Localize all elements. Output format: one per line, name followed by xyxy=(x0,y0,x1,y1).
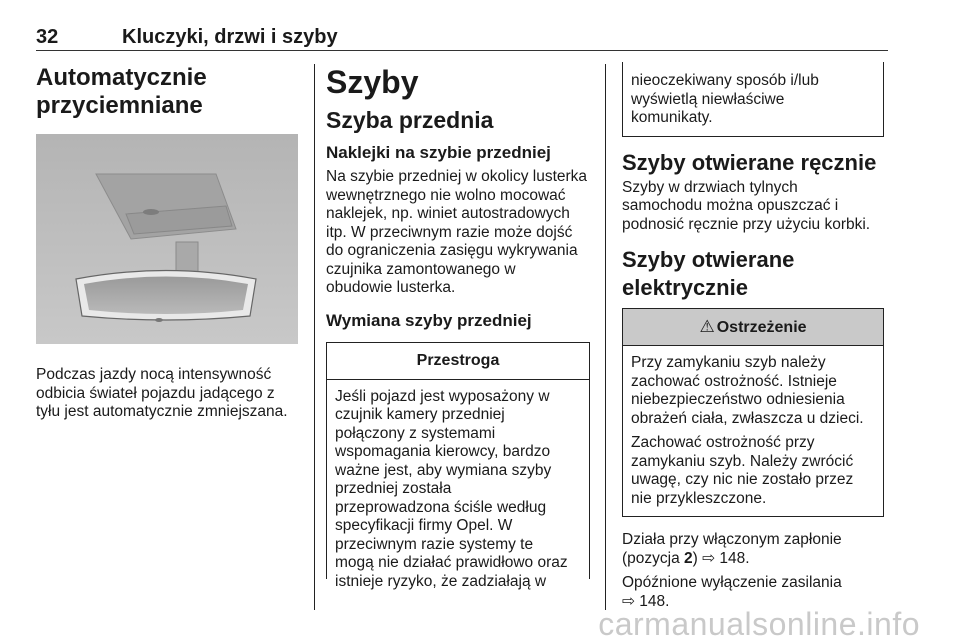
header-divider xyxy=(36,50,888,51)
column-3 xyxy=(622,64,888,611)
ignition-text: Działa przy włączonym zapłonie (pozycja 2) ⇨ 148. xyxy=(622,531,842,567)
chapter-title: Kluczyki, drzwi i szyby xyxy=(122,26,338,48)
windscreen-heading: Szyba przednia xyxy=(326,107,494,133)
column-divider-1 xyxy=(314,64,315,610)
chapter-section-windows: Szyby xyxy=(326,64,419,100)
warning-box xyxy=(622,308,884,517)
page-header xyxy=(36,24,888,52)
watermark: carmanualsonline.info xyxy=(598,606,920,642)
section-title-dimming: Automatycznie przyciemniane xyxy=(36,64,207,119)
page-number: 32 xyxy=(36,26,59,48)
manual-windows-text: Szyby w drzwiach tylnych samochodu można opuszczać i podnosić ręcznie przy użyciu korbki. xyxy=(622,178,871,233)
warning-title: Ostrzeżenie xyxy=(716,319,807,336)
warning-text: Przy zamykaniu szyb należy zachować ostrożność. Istnieje niebezpieczeństwo odniesienia obrażeń ciała, zwłaszcza u dzieci. Zachować ostrożność przy zamykaniu szyb. Należy zwrócić uwagę, czy nic nie zostało przez nie przykleszczone. xyxy=(631,354,864,507)
page-reference-icon[interactable]: ⇨ xyxy=(622,592,635,610)
windscreen-replacement-heading: Wymiana szyby przedniej xyxy=(326,310,532,330)
caution-box-continued xyxy=(622,62,884,137)
manual-windows-heading: Szyby otwierane ręcznie xyxy=(622,149,877,175)
electric-windows-heading: Szyby otwierane elektrycznie xyxy=(622,247,795,300)
caution-continued-text: nieoczekiwany sposób i/lub wyświetlą niewłaściwe komunikaty. xyxy=(631,72,819,126)
windscreen-stickers-text: Na szybie przedniej w okolicy lusterka wewnętrznego nie wolno mocować naklejek, np. winiet autostradowych itp. W przeciwnym razie może dojść do ograniczenia zasięgu wykrywania czujnika zamontowanego w obudowie lusterka. xyxy=(326,168,588,296)
caution-box xyxy=(326,342,590,590)
column-divider-2 xyxy=(605,64,606,610)
warning-title-bar xyxy=(623,309,883,346)
windscreen-stickers-heading: Naklejki na szybie przedniej xyxy=(326,143,551,162)
caution-text: Jeśli pojazd jest wyposażony w czujnik kamery przedniej połączony z systemami wspomagania kierowcy, bardzo ważne jest, aby wymiana szyby przedniej została przeprowadzona ściśle według specyfikacji firmy Opel. W przeciwnym razie systemy te mogą nie działać prawidłowo oraz istnieje ryzyko, że zadziałają w xyxy=(335,387,568,590)
rear-view-mirror-illustration xyxy=(36,134,298,344)
column-1 xyxy=(36,64,304,422)
dimming-description: Podczas jazdy nocą intensywność odbicia świateł pojazdu jadącego z tyłu jest automatycznie zmniejszana. xyxy=(36,366,288,420)
delayed-power-text: Opóźnione wyłączenie zasilania ⇨ 148. xyxy=(622,574,842,610)
column-2 xyxy=(326,64,594,590)
warning-triangle-icon: ⚠ xyxy=(699,317,715,336)
ignition-page-link[interactable]: 148. xyxy=(715,549,750,567)
mirror-photo xyxy=(36,134,298,344)
delayed-page-link[interactable]: 148. xyxy=(635,592,670,610)
ignition-position: 2 xyxy=(684,549,693,567)
caution-title: Przestroga xyxy=(327,343,589,380)
page-reference-icon[interactable]: ⇨ xyxy=(702,549,716,567)
